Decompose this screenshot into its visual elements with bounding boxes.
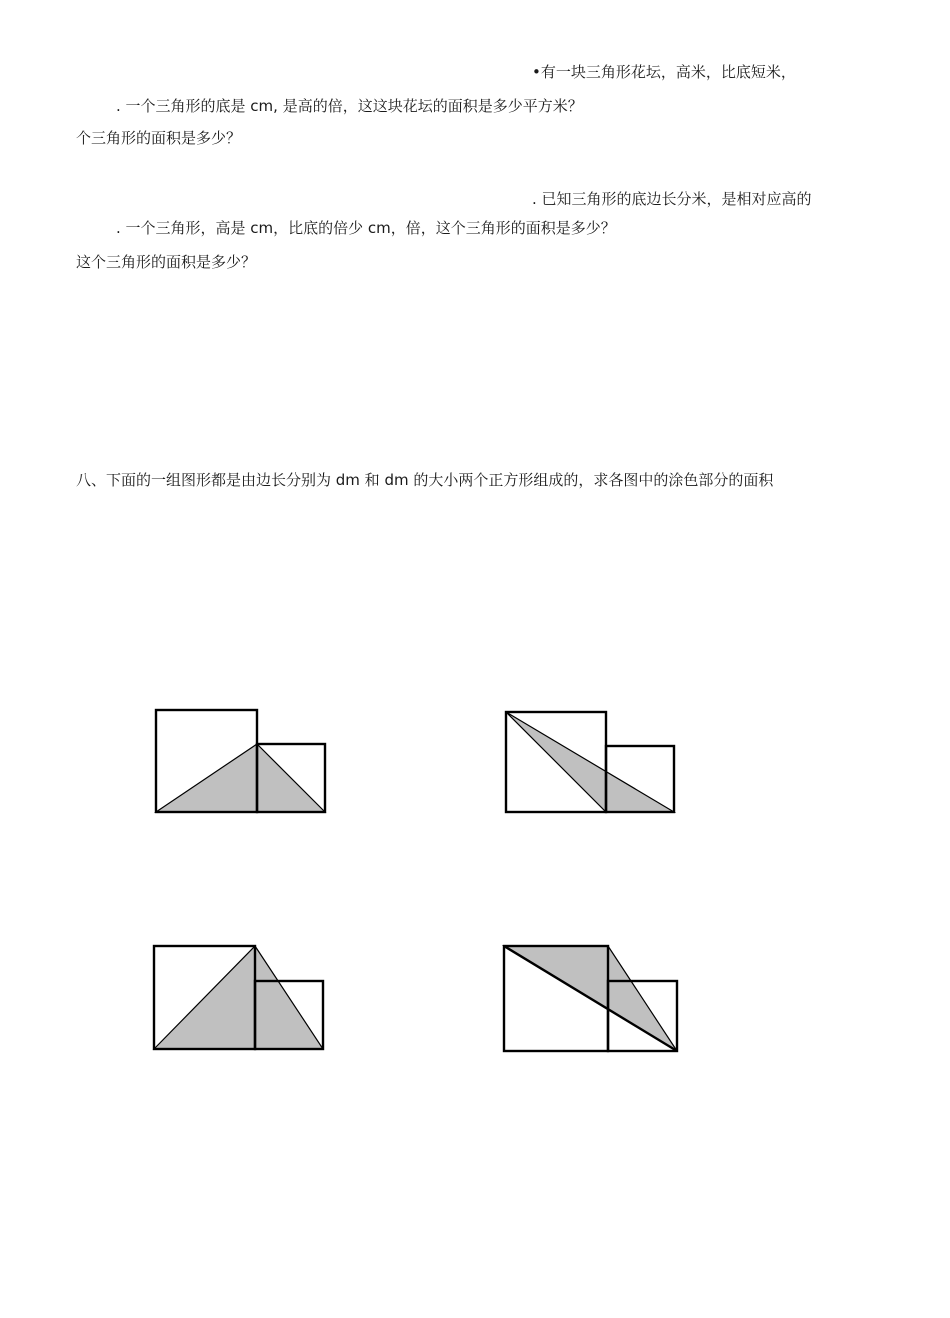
- figure-2: [500, 706, 682, 818]
- figure-2-shaded-triangle: [506, 712, 674, 812]
- problem-triangle2-line-2: 这个三角形的面积是多少？: [76, 253, 257, 271]
- figure-3-shaded-triangle: [154, 946, 323, 1049]
- figure-1-shaded-triangle: [156, 744, 325, 812]
- figure-3: [148, 940, 330, 1056]
- problem-triangle2-line-1: . 一个三角形，高是 cm，比底的倍少 cm，倍，这个三角形的面积是多少？: [116, 219, 616, 237]
- problem-known-line-1: . 已知三角形的底边长分米，是相对应高的: [532, 190, 812, 208]
- figure-1: [150, 704, 332, 818]
- figure-4: [498, 940, 684, 1058]
- section-8-title: 八、下面的一组图形都是由边长分别为 dm 和 dm 的大小两个正方形组成的，求各图中的涂色部分的面积: [76, 471, 774, 489]
- problem-garden-line-1: •有一块三角形花坛，高米，比底短米，: [532, 63, 796, 81]
- problem-triangle-line-1: . 一个三角形的底是 cm, 是高的倍，这这块花坛的面积是多少平方米？: [116, 97, 583, 115]
- problem-triangle-line-2: 个三角形的面积是多少？: [76, 129, 242, 147]
